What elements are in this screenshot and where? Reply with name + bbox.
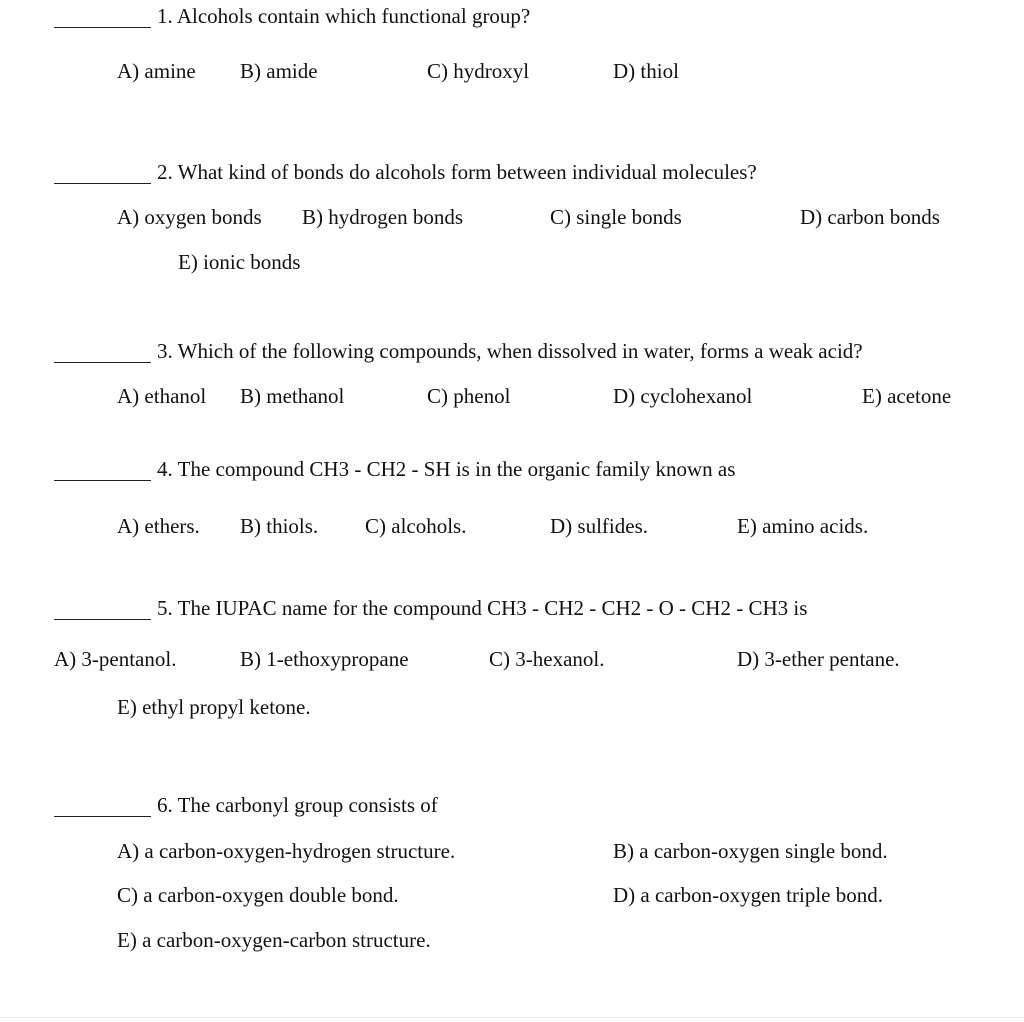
answer-blank-2[interactable] xyxy=(54,183,151,184)
question-6-option-b[interactable]: B) a carbon-oxygen single bond. xyxy=(613,839,888,863)
question-5-option-c[interactable]: C) 3-hexanol. xyxy=(489,647,605,671)
question-4-option-b[interactable]: B) thiols. xyxy=(240,514,319,538)
question-6-option-c[interactable]: C) a carbon-oxygen double bond. xyxy=(117,883,399,907)
question-1-option-d[interactable]: D) thiol xyxy=(613,59,679,83)
answer-blank-3[interactable] xyxy=(54,362,151,363)
question-5-option-d[interactable]: D) 3-ether pentane. xyxy=(737,647,900,671)
question-2-stem: 2. What kind of bonds do alcohols form between individual molecules? xyxy=(157,160,757,184)
question-2-option-a[interactable]: A) oxygen bonds xyxy=(117,205,262,229)
question-1-option-c[interactable]: C) hydroxyl xyxy=(427,59,530,83)
question-4-option-e[interactable]: E) amino acids. xyxy=(737,514,869,538)
question-6-stem: 6. The carbonyl group consists of xyxy=(157,793,438,817)
question-2-option-b[interactable]: B) hydrogen bonds xyxy=(302,205,463,229)
question-3-option-d[interactable]: D) cyclohexanol xyxy=(613,384,753,408)
question-2-option-c[interactable]: C) single bonds xyxy=(550,205,682,229)
question-2-option-d[interactable]: D) carbon bonds xyxy=(800,205,940,229)
question-6-option-e[interactable]: E) a carbon-oxygen-carbon structure. xyxy=(117,928,431,952)
question-3-option-a[interactable]: A) ethanol xyxy=(117,384,207,408)
answer-blank-4[interactable] xyxy=(54,480,151,481)
question-5-option-a[interactable]: A) 3-pentanol. xyxy=(54,647,177,671)
page-bottom-divider xyxy=(0,1017,1024,1018)
question-3-stem: 3. Which of the following compounds, when dissolved in water, forms a weak acid? xyxy=(157,339,863,363)
question-3-option-b[interactable]: B) methanol xyxy=(240,384,345,408)
question-3-option-c[interactable]: C) phenol xyxy=(427,384,511,408)
question-1-option-b[interactable]: B) amide xyxy=(240,59,318,83)
question-5-option-e[interactable]: E) ethyl propyl ketone. xyxy=(117,695,311,719)
question-6-option-a[interactable]: A) a carbon-oxygen-hydrogen structure. xyxy=(117,839,456,863)
question-3-option-e[interactable]: E) acetone xyxy=(862,384,952,408)
answer-blank-1[interactable] xyxy=(54,27,151,28)
question-4-option-c[interactable]: C) alcohols. xyxy=(365,514,467,538)
question-4-stem: 4. The compound CH3 - CH2 - SH is in the organic family known as xyxy=(157,457,736,481)
answer-blank-6[interactable] xyxy=(54,816,151,817)
question-1-option-a[interactable]: A) amine xyxy=(117,59,196,83)
answer-blank-5[interactable] xyxy=(54,619,151,620)
question-4-option-a[interactable]: A) ethers. xyxy=(117,514,200,538)
question-4-option-d[interactable]: D) sulfides. xyxy=(550,514,648,538)
question-2-option-e[interactable]: E) ionic bonds xyxy=(178,250,301,274)
question-5-option-b[interactable]: B) 1-ethoxypropane xyxy=(240,647,409,671)
question-1-stem: 1. Alcohols contain which functional group? xyxy=(157,4,531,28)
question-6-option-d[interactable]: D) a carbon-oxygen triple bond. xyxy=(613,883,883,907)
question-5-stem: 5. The IUPAC name for the compound CH3 - CH2 - CH2 - O - CH2 - CH3 is xyxy=(157,596,808,620)
